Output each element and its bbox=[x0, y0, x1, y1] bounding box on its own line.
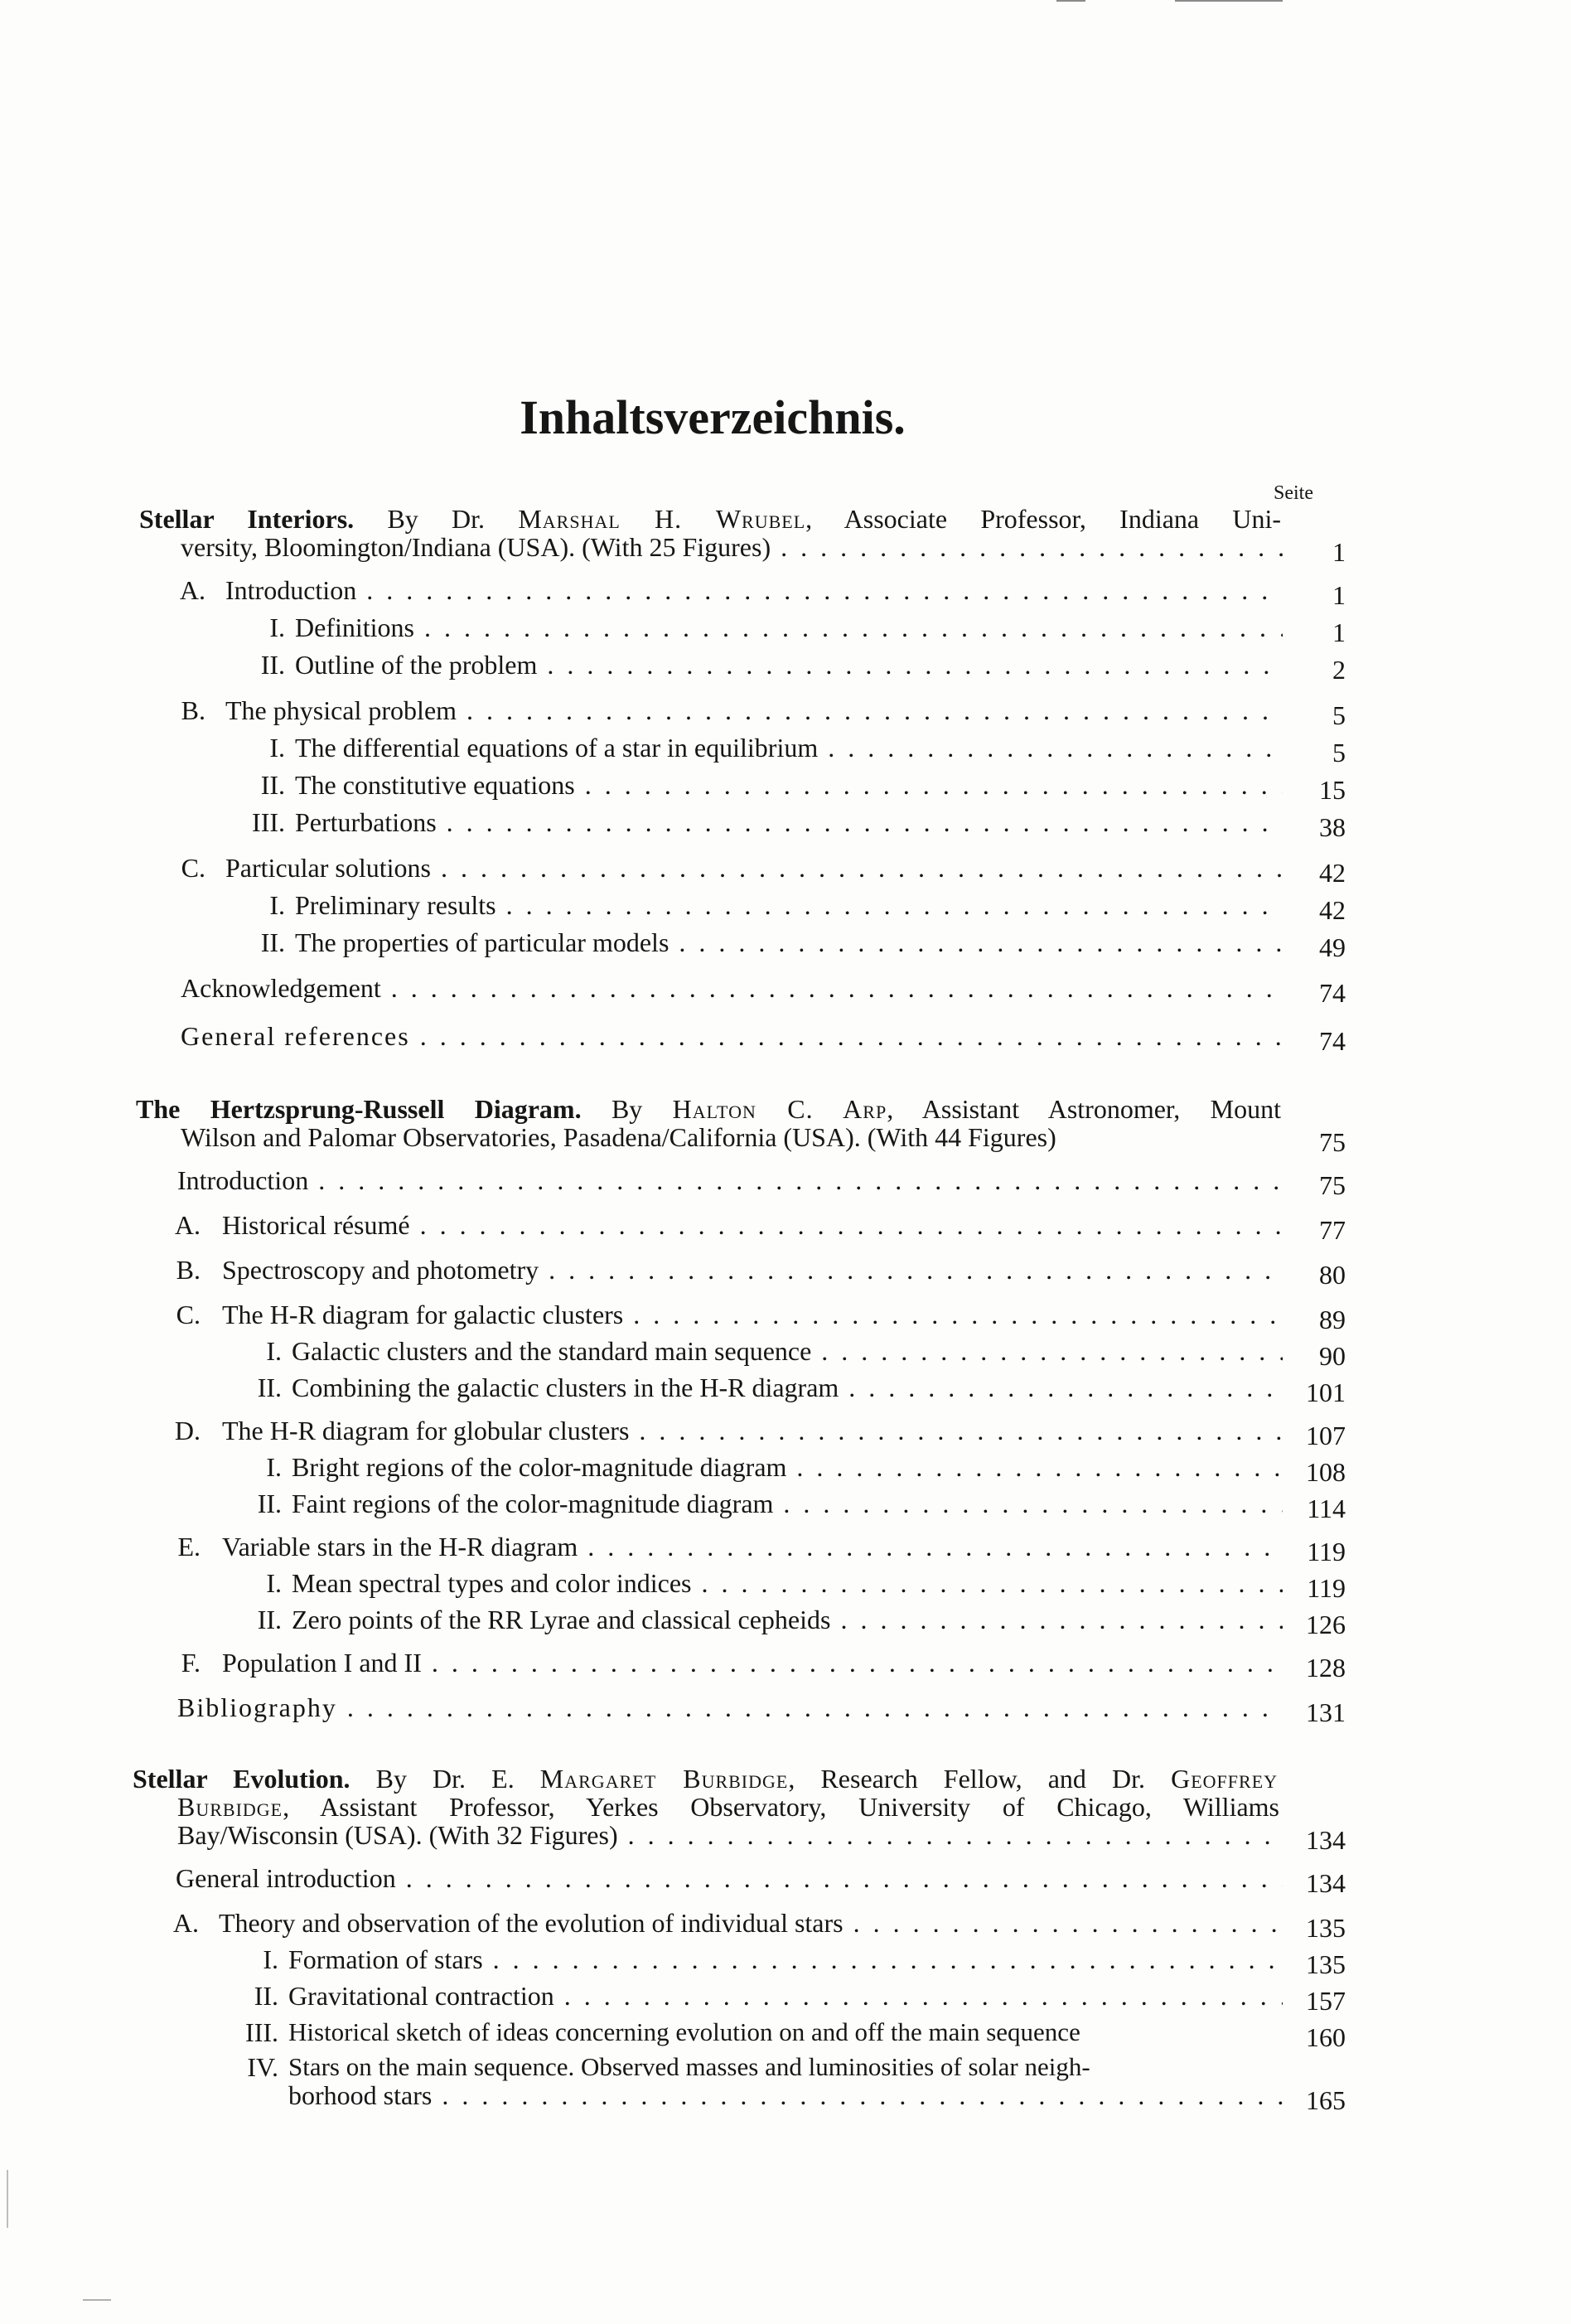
toc-entry bbox=[0, 1371, 1571, 1407]
entry-label: II. bbox=[260, 650, 285, 680]
entry-title: The constitutive equations . . . bbox=[295, 768, 1283, 801]
toc-entry bbox=[0, 1862, 1571, 1898]
byline: , Research Fellow, and Dr. bbox=[788, 1764, 1146, 1794]
page-number: 165 bbox=[1306, 2085, 1346, 2115]
entry-title: Population I and II . . . bbox=[222, 1646, 1283, 1679]
section-header-text: Bay/Wisconsin (USA). (With 32 Figures) . . . bbox=[177, 1818, 1283, 1852]
entry-label: II. bbox=[260, 927, 285, 957]
entry-label: II. bbox=[257, 1489, 282, 1518]
toc-entry bbox=[0, 1019, 1571, 1056]
entry-title: borhood stars . . . bbox=[288, 2079, 1283, 2112]
toc-entry bbox=[0, 694, 1571, 730]
entry-title: Acknowledgement . . . bbox=[181, 971, 1283, 1005]
page-number: 74 bbox=[1319, 978, 1346, 1008]
page-number: 5 bbox=[1332, 738, 1346, 767]
entry-title: Perturbations . . . bbox=[295, 806, 1283, 839]
entry-label: I. bbox=[269, 612, 285, 642]
page-number: 134 bbox=[1306, 1868, 1346, 1898]
author-name: Margaret Burbidge bbox=[539, 1764, 789, 1794]
toc-entry bbox=[0, 1208, 1571, 1245]
toc-entry bbox=[0, 1253, 1571, 1290]
entry-title: Formation of stars . . . bbox=[288, 1943, 1283, 1976]
entry-label: III. bbox=[252, 807, 285, 837]
toc-entry bbox=[0, 574, 1571, 610]
entry-label: D. bbox=[174, 1416, 201, 1445]
entry-title: Galactic clusters and the standard main sequence . . . bbox=[292, 1334, 1283, 1368]
bottom-corner-rule bbox=[83, 2299, 111, 2301]
entry-title: Combining the galactic clusters in the H-R diagram . . . bbox=[292, 1371, 1283, 1404]
entry-label: II. bbox=[257, 1605, 282, 1634]
page-number: 89 bbox=[1319, 1305, 1346, 1334]
toc-entry bbox=[0, 851, 1571, 888]
page-number: 1 bbox=[1332, 537, 1346, 567]
page-number: 128 bbox=[1306, 1653, 1346, 1682]
entry-title: Theory and observation of the evolution of individual stars . . . bbox=[219, 1906, 1283, 1939]
entry-label: C. bbox=[181, 853, 205, 883]
entry-title: Spectroscopy and photometry . . . bbox=[222, 1253, 1283, 1286]
page-number: 2 bbox=[1332, 655, 1346, 685]
entry-title: Bright regions of the color-magnitude diagram . . . bbox=[292, 1450, 1283, 1484]
page-number: 160 bbox=[1306, 2022, 1346, 2052]
toc-entry bbox=[0, 806, 1571, 842]
toc-entry bbox=[0, 888, 1571, 925]
entry-label: F. bbox=[181, 1648, 201, 1678]
toc-entry bbox=[0, 1164, 1571, 1200]
byline: , Associate Professor, Indiana Uni- bbox=[805, 504, 1282, 534]
entry-title: Gravitational contraction . . . bbox=[288, 1979, 1283, 2012]
top-edge-rule-short bbox=[1056, 0, 1085, 2]
entry-label: A. bbox=[172, 1908, 199, 1938]
page-number: 101 bbox=[1306, 1377, 1346, 1407]
entry-title: Introduction . . . bbox=[225, 574, 1283, 607]
entry-label: IV. bbox=[247, 2052, 278, 2082]
section-header-line bbox=[0, 1121, 1571, 1157]
page-number: 1 bbox=[1332, 580, 1346, 610]
author-name: Halton C. Arp bbox=[672, 1094, 887, 1124]
toc-entry bbox=[0, 768, 1571, 805]
left-margin-mark bbox=[7, 2170, 8, 2228]
entry-title: Variable stars in the H-R diagram . . . bbox=[222, 1530, 1283, 1563]
section-title: Stellar Evolution. bbox=[133, 1764, 350, 1794]
page-number: 1 bbox=[1332, 617, 1346, 647]
toc-entry bbox=[0, 971, 1571, 1008]
entry-label: E. bbox=[177, 1532, 201, 1561]
entry-label: I. bbox=[269, 890, 285, 920]
entry-label: I. bbox=[269, 733, 285, 763]
toc-entry bbox=[0, 1566, 1571, 1603]
page-number: 75 bbox=[1319, 1170, 1346, 1200]
page-number: 77 bbox=[1319, 1215, 1346, 1245]
section-header-line bbox=[0, 1818, 1571, 1855]
byline: By bbox=[611, 1094, 643, 1124]
entry-title: Historical résumé . . . bbox=[222, 1208, 1283, 1242]
page-number: 80 bbox=[1319, 1260, 1346, 1290]
toc-entry bbox=[0, 1646, 1571, 1682]
page-number: 90 bbox=[1319, 1341, 1346, 1371]
entry-label: A. bbox=[179, 575, 205, 605]
page-number: 134 bbox=[1306, 1825, 1346, 1855]
entry-title: The H-R diagram for galactic clusters . . . bbox=[222, 1298, 1283, 1331]
entry-title: Particular solutions . . . bbox=[225, 851, 1283, 884]
toc-entry bbox=[0, 611, 1571, 647]
entry-title: General introduction . . . bbox=[176, 1862, 1283, 1895]
entry-title: Bibliography . . . bbox=[177, 1691, 1283, 1724]
section-header-text: versity, Bloomington/Indiana (USA). (With 25 Figures) . . . bbox=[181, 530, 1283, 564]
entry-title: Stars on the main sequence. Observed masses and luminosities of solar neigh- bbox=[288, 2052, 1090, 2081]
page-number: 131 bbox=[1306, 1697, 1346, 1727]
toc-entry bbox=[0, 1530, 1571, 1566]
page-number: 75 bbox=[1319, 1127, 1346, 1157]
page-number: 108 bbox=[1306, 1457, 1346, 1487]
entry-label: B. bbox=[181, 695, 205, 725]
toc-entry bbox=[0, 1414, 1571, 1450]
entry-title: Definitions . . . bbox=[295, 611, 1283, 644]
page-number: 114 bbox=[1307, 1494, 1346, 1523]
section-title: Stellar Interiors. bbox=[139, 504, 355, 534]
toc-entry bbox=[0, 926, 1571, 962]
entry-title: The H-R diagram for globular clusters . . . bbox=[222, 1414, 1283, 1447]
page-number: 135 bbox=[1306, 1913, 1346, 1943]
entry-label: I. bbox=[263, 1944, 278, 1974]
entry-title: Faint regions of the color-magnitude diagram . . . bbox=[292, 1487, 1283, 1520]
entry-title: The properties of particular models . . . bbox=[295, 926, 1283, 959]
toc-entry bbox=[0, 648, 1571, 685]
author-name: Marshal H. Wrubel bbox=[518, 504, 806, 534]
entry-label: A. bbox=[174, 1210, 201, 1240]
toc-entry bbox=[0, 1906, 1571, 1943]
toc-entry bbox=[0, 2079, 1571, 2115]
toc-entry bbox=[0, 731, 1571, 767]
page-number: 42 bbox=[1319, 895, 1346, 925]
page-number: 126 bbox=[1306, 1610, 1346, 1639]
byline: By Dr. E. bbox=[375, 1764, 515, 1794]
author-name: Burbidge bbox=[177, 1792, 283, 1822]
page-number: 15 bbox=[1319, 775, 1346, 805]
page-title: Inhaltsverzeichnis. bbox=[520, 390, 906, 444]
entry-label: I. bbox=[266, 1568, 282, 1598]
page-number: 119 bbox=[1307, 1537, 1346, 1566]
entry-label: C. bbox=[176, 1300, 201, 1329]
entry-title: The differential equations of a star in equilibrium . . . bbox=[295, 731, 1283, 764]
page-number: 107 bbox=[1306, 1421, 1346, 1450]
toc-entry bbox=[0, 1603, 1571, 1639]
section-title: The Hertzsprung-Russell Diagram. bbox=[136, 1094, 582, 1124]
entry-title: Outline of the problem . . . bbox=[295, 648, 1283, 681]
entry-label: III. bbox=[245, 2017, 278, 2047]
page-number: 38 bbox=[1319, 812, 1346, 842]
entry-title: Preliminary results . . . bbox=[295, 888, 1283, 922]
top-edge-rule-long bbox=[1175, 0, 1283, 2]
entry-title: Zero points of the RR Lyrae and classical cepheids . . . bbox=[292, 1603, 1283, 1636]
entry-title: The physical problem . . . bbox=[225, 694, 1283, 727]
entry-label: B. bbox=[176, 1255, 201, 1285]
entry-title: Introduction . . . bbox=[177, 1164, 1283, 1197]
toc-entry bbox=[0, 2016, 1571, 2052]
page-number: 74 bbox=[1319, 1026, 1346, 1056]
toc-entry bbox=[0, 1691, 1571, 1727]
toc-entry bbox=[0, 1298, 1571, 1334]
entry-label: I. bbox=[266, 1336, 282, 1366]
entry-label: II. bbox=[257, 1373, 282, 1402]
page-number: 42 bbox=[1319, 858, 1346, 888]
byline: By Dr. bbox=[387, 504, 486, 534]
section-header-line bbox=[0, 530, 1571, 567]
page-number: 135 bbox=[1306, 1949, 1346, 1979]
toc-entry bbox=[0, 1450, 1571, 1487]
entry-label: II. bbox=[260, 770, 285, 800]
page-number: 157 bbox=[1306, 1986, 1346, 2016]
page-column-label: Seite bbox=[1274, 482, 1313, 504]
page-number: 119 bbox=[1307, 1573, 1346, 1603]
entry-title: General references . . . bbox=[181, 1019, 1283, 1053]
byline: , Assistant Astronomer, Mount bbox=[887, 1094, 1281, 1124]
entry-title: Historical sketch of ideas concerning evolution on and off the main sequence bbox=[288, 2017, 1080, 2046]
toc-entry bbox=[0, 1979, 1571, 2016]
entry-label: I. bbox=[266, 1452, 282, 1482]
entry-title: Mean spectral types and color indices . . . bbox=[292, 1566, 1283, 1600]
toc-entry bbox=[0, 1487, 1571, 1523]
page-number: 5 bbox=[1332, 700, 1346, 730]
section-header-text: , Assistant Professor, Yerkes Observatory, University of Chicago, Williams bbox=[283, 1792, 1279, 1822]
toc-entry bbox=[0, 1334, 1571, 1371]
section-header-text: Wilson and Palomar Observatories, Pasadena/California (USA). (With 44 Figures) bbox=[181, 1122, 1056, 1152]
page-number: 49 bbox=[1319, 932, 1346, 962]
author-name: Geoffrey bbox=[1171, 1764, 1279, 1794]
toc-entry bbox=[0, 1943, 1571, 1979]
entry-label: II. bbox=[254, 1981, 278, 2011]
